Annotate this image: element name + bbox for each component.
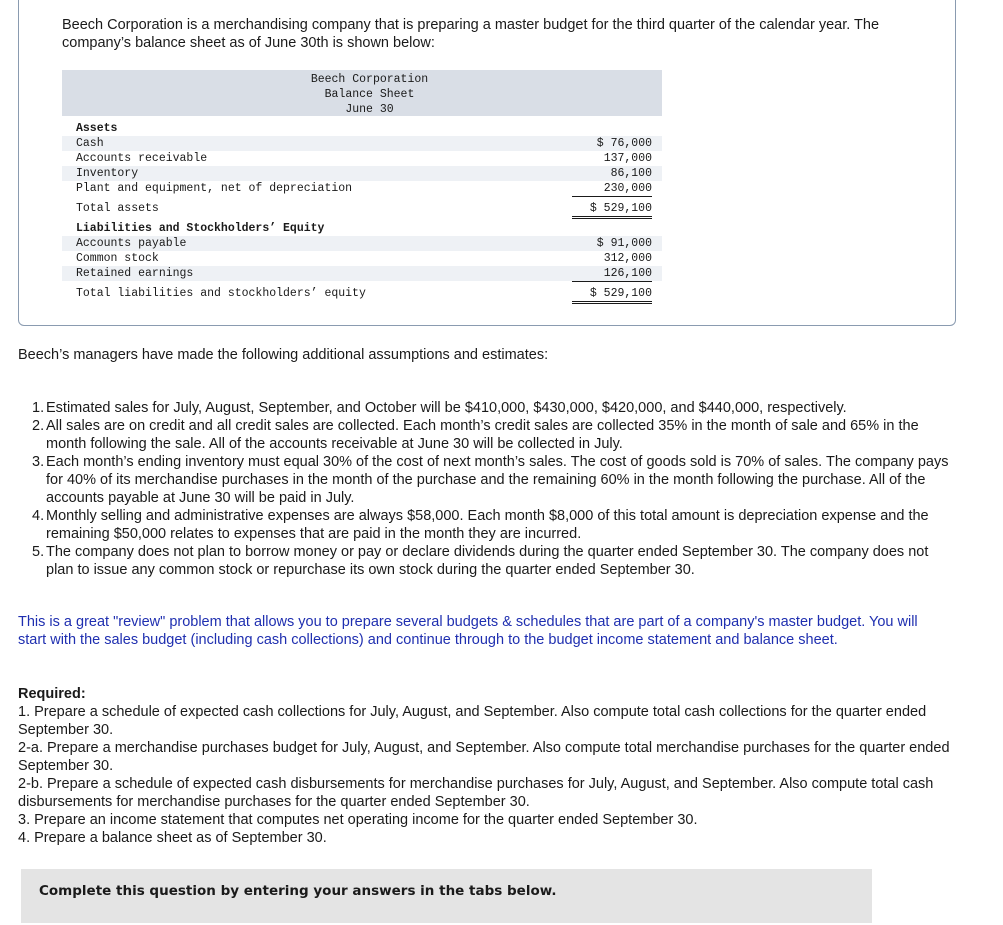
- row-value: 312,000: [603, 252, 652, 265]
- row-label: Cash: [76, 137, 104, 150]
- assets-header-row: [62, 121, 662, 136]
- row-value: $ 76,000: [596, 137, 652, 150]
- list-item: 4. Monthly selling and administrative expenses are always $58,000. Each month $8,000 of this total amount is depreciation expense and the remaining $50,000 relates to expenses that are paid in the month they are incurred.: [32, 508, 929, 542]
- table-row: [62, 151, 662, 166]
- row-value: 137,000: [603, 152, 652, 165]
- table-row: [62, 236, 662, 251]
- row-value: 86,100: [610, 167, 652, 180]
- row-label: Total liabilities and stockholders’ equity: [76, 287, 366, 300]
- balance-sheet-header: [62, 70, 662, 116]
- list-item: 2. All sales are on credit and all credit sales are collected. Each month’s credit sales are collected 35% in the month of sale and 65% in the month following the sale. All of the accounts receivable at June 30 will be collected in July.: [32, 418, 919, 452]
- row-label: Inventory: [76, 167, 139, 180]
- table-row: [62, 166, 662, 181]
- liabilities-header-row: [62, 221, 662, 236]
- row-label: Total assets: [76, 202, 159, 215]
- required-item: 4. Prepare a balance sheet as of September 30.: [18, 830, 327, 846]
- required-title: Required:: [18, 686, 86, 702]
- list-item: 1. Estimated sales for July, August, September, and October will be $410,000, $430,000, $420,000, and $440,000, respectively.: [32, 400, 847, 416]
- total-liabilities-row: [62, 286, 662, 301]
- row-label: Retained earnings: [76, 267, 194, 280]
- required-item: 1. Prepare a schedule of expected cash collections for July, August, and September. Also compute total cash collections for the quarter ended September 30.: [18, 704, 927, 738]
- row-label: Plant and equipment, net of depreciation: [76, 182, 353, 195]
- row-label: Accounts receivable: [76, 152, 208, 165]
- required-item: 3. Prepare an income statement that computes net operating income for the quarter ended September 30.: [18, 812, 698, 828]
- table-row: [62, 136, 662, 151]
- row-value: 126,100: [572, 266, 652, 282]
- company-name: Beech Corporation: [310, 73, 429, 86]
- total-assets-row: [62, 201, 662, 216]
- liabilities-header: Liabilities and Stockholders’ Equity: [76, 222, 325, 235]
- required-item: 2-b. Prepare a schedule of expected cash disbursements for merchandise purchases for July, August, and September. Also compute total cash disbursements for merchandise purchases for the quarter ended September 30.: [18, 776, 934, 810]
- row-value: $ 529,100: [572, 286, 652, 304]
- row-value: 230,000: [572, 181, 652, 197]
- review-note: This is a great "review" problem that allows you to prepare several budgets & schedules that are part of a company's master budget. You will start with the sales budget (including cash collections) and continue through to the budget income statement and balance sheet.: [18, 614, 918, 648]
- required-item: 2-a. Prepare a merchandise purchases budget for July, August, and September. Also compute total merchandise purchases for the quarter ended September 30.: [18, 740, 950, 774]
- table-row: [62, 266, 662, 281]
- row-label: Common stock: [76, 252, 159, 265]
- row-label: Accounts payable: [76, 237, 187, 250]
- intro-text: Beech Corporation is a merchandising company that is preparing a master budget for the third quarter of the calendar year. The company’s balance sheet as of June 30th is shown below:: [62, 17, 880, 51]
- assumptions-list: [32, 399, 958, 579]
- assumptions-intro: Beech’s managers have made the following additional assumptions and estimates:: [18, 347, 549, 363]
- statement-title: Balance Sheet: [324, 88, 415, 101]
- list-item: 5. The company does not plan to borrow money or pay or declare dividends during the quarter ended September 30. The company does not plan to issue any common stock or repurchase its own stock during the quarter ended September 30.: [32, 544, 929, 578]
- required-section: [18, 685, 963, 847]
- table-row: [62, 181, 662, 196]
- statement-date: June 30: [345, 103, 394, 116]
- list-item: 3. Each month’s ending inventory must equal 30% of the cost of next month’s sales. The cost of goods sold is 70% of sales. The company pays for 40% of its merchandise purchases in the month of the purchase and the remaining 60% in the month following the purchase. All of the accounts payable at June 30 will be paid in July.: [32, 454, 949, 506]
- complete-prompt-text: Complete this question by entering your answers in the tabs below.: [39, 883, 557, 899]
- table-row: [62, 251, 662, 266]
- row-value: $ 91,000: [596, 237, 652, 250]
- row-value: $ 529,100: [572, 201, 652, 219]
- assets-header: Assets: [76, 122, 118, 135]
- balance-sheet: [62, 70, 662, 301]
- complete-prompt-banner: [21, 869, 872, 923]
